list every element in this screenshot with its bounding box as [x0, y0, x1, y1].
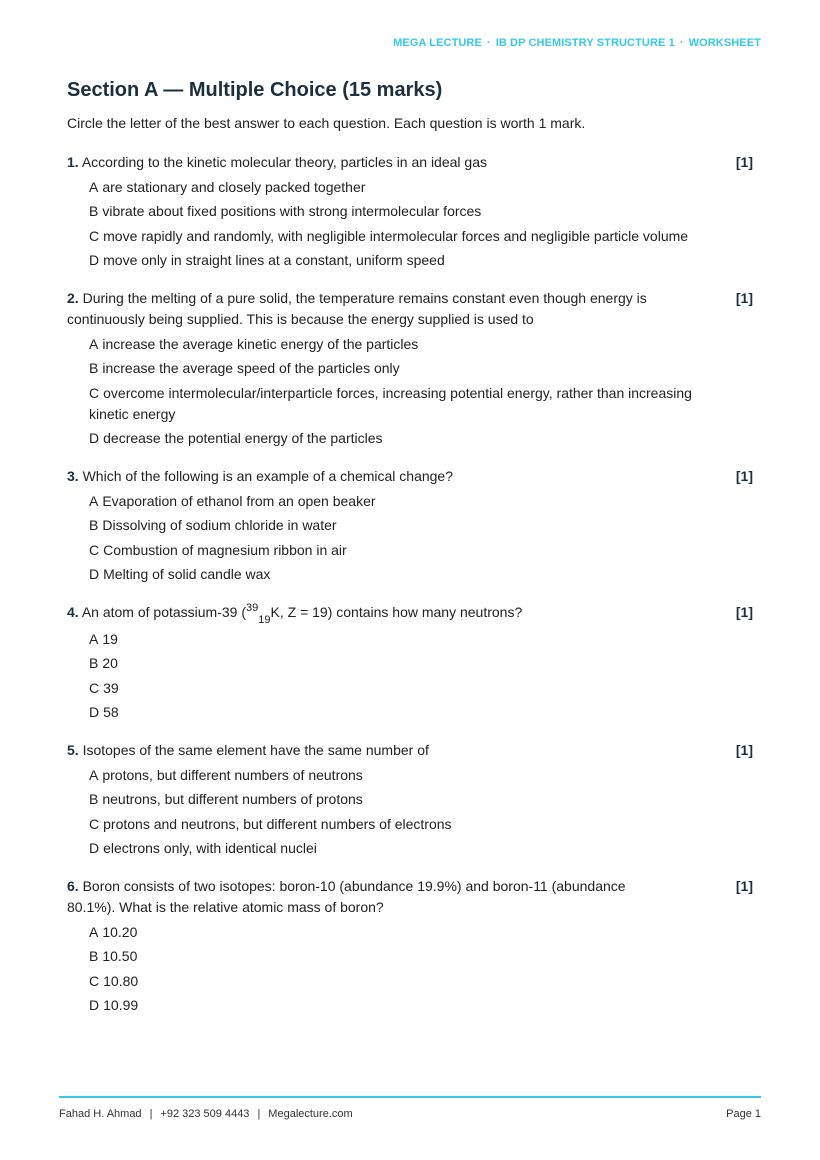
option-b[interactable]: [89, 789, 729, 810]
isotope-atomic-number: 19: [258, 614, 271, 626]
option-a[interactable]: [89, 177, 729, 198]
option-c[interactable]: [89, 540, 729, 561]
question-marks: [1]: [735, 154, 753, 170]
option-letter: A: [89, 630, 99, 647]
question-text: Which of the following is an example of a chemical change?: [82, 468, 454, 484]
option-letter: C: [89, 541, 100, 558]
option-d[interactable]: [89, 702, 729, 723]
question-stem: [67, 288, 677, 330]
question-text: Isotopes of the same element have the same number of: [82, 742, 429, 758]
option-text: 58: [103, 704, 119, 720]
option-letter: C: [89, 384, 100, 401]
option-text: electrons only, with identical nuclei: [103, 840, 317, 856]
option-letter: A: [89, 766, 99, 783]
question-list: [67, 152, 755, 1033]
question-number: 1.: [67, 154, 79, 170]
question-stem: [67, 740, 677, 761]
section-instructions: Circle the letter of the best answer to each question. Each question is worth 1 mark.: [67, 115, 586, 131]
question-stem: [67, 152, 677, 173]
question-marks: [1]: [735, 290, 753, 306]
question-marks: [1]: [735, 604, 753, 620]
option-a[interactable]: [89, 629, 729, 650]
option-text: move rapidly and randomly, with negligible intermolecular forces and negligible particle volume: [103, 227, 689, 244]
question-6: [67, 876, 755, 1016]
header-separator: ·: [679, 37, 684, 49]
option-text: overcome intermolecular/interparticle forces, increasing potential energy, rather than increasing kinetic energy: [89, 384, 692, 422]
header-doc-type: WORKSHEET: [688, 37, 761, 49]
option-text: protons and neutrons, but different numbers of electrons: [103, 815, 452, 832]
option-letter: B: [89, 948, 99, 964]
option-c[interactable]: [89, 383, 729, 425]
page-header: [393, 37, 761, 49]
option-text: 10.99: [103, 997, 139, 1013]
option-text: are stationary and closely packed together: [102, 178, 366, 195]
option-letter: D: [89, 704, 100, 720]
footer-separator: |: [149, 1108, 153, 1120]
question-stem: [67, 602, 677, 625]
option-d[interactable]: [89, 250, 729, 271]
option-letter: A: [89, 923, 99, 940]
option-a[interactable]: [89, 922, 729, 943]
option-letter: A: [89, 492, 99, 509]
footer-phone: +92 323 509 4443: [160, 1108, 250, 1120]
option-d[interactable]: [89, 995, 729, 1016]
option-text: increase the average kinetic energy of the particles: [102, 335, 419, 352]
question-number: 2.: [67, 290, 79, 306]
question-marks: [1]: [735, 742, 753, 758]
option-letter: B: [89, 360, 99, 376]
option-text: increase the average speed of the particles only: [102, 360, 400, 376]
option-d[interactable]: [89, 428, 729, 449]
option-letter: C: [89, 679, 100, 696]
option-letter: B: [89, 655, 99, 671]
option-text: decrease the potential energy of the particles: [103, 430, 383, 446]
option-letter: A: [89, 178, 99, 195]
option-letter: D: [89, 840, 100, 856]
question-text: Boron consists of two isotopes: boron-10 (abundance 19.9%) and boron-11 (abundance 80.1%). What is the relative atomic mass of boron?: [67, 878, 626, 915]
option-letter: C: [89, 972, 100, 989]
option-b[interactable]: [89, 653, 729, 674]
question-text: According to the kinetic molecular theory, particles in an ideal gas: [81, 154, 487, 170]
option-text: Combustion of magnesium ribbon in air: [103, 541, 347, 558]
header-separator: ·: [486, 37, 491, 49]
option-b[interactable]: [89, 515, 729, 536]
question-text-end: , Z = 19) contains how many neutrons?: [279, 604, 523, 620]
option-a[interactable]: [89, 765, 729, 786]
question-number: 3.: [67, 468, 79, 484]
option-letter: D: [89, 430, 100, 446]
option-d[interactable]: [89, 838, 729, 859]
question-4: [67, 602, 755, 723]
question-marks: [1]: [735, 468, 753, 484]
option-text: 10.20: [102, 923, 138, 940]
option-letter: D: [89, 997, 100, 1013]
question-marks: [1]: [735, 878, 753, 894]
header-brand: MEGA LECTURE: [393, 37, 482, 49]
section-title: Section A — Multiple Choice (15 marks): [67, 79, 443, 101]
option-text: Evaporation of ethanol from an open beaker: [102, 492, 376, 509]
option-text: 10.50: [102, 948, 138, 964]
question-number: 6.: [67, 878, 79, 894]
option-text: neutrons, but different numbers of protons: [102, 791, 363, 807]
question-1: [67, 152, 755, 271]
option-c[interactable]: [89, 678, 729, 699]
option-b[interactable]: [89, 201, 729, 222]
footer-separator: |: [257, 1108, 261, 1120]
question-text: During the melting of a pure solid, the temperature remains constant even though energy is continuously being supplied. This is because the energy supplied is used to: [67, 290, 647, 327]
option-b[interactable]: [89, 358, 729, 379]
question-5: [67, 740, 755, 859]
option-c[interactable]: [89, 971, 729, 992]
option-text: protons, but different numbers of neutrons: [102, 766, 363, 783]
page-footer: [59, 1108, 761, 1120]
option-letter: C: [89, 815, 100, 832]
footer-author: Fahad H. Ahmad: [59, 1108, 142, 1120]
option-b[interactable]: [89, 946, 729, 967]
option-c[interactable]: [89, 814, 729, 835]
option-a[interactable]: [89, 491, 729, 512]
question-number: 5.: [67, 742, 79, 758]
question-text-start: An atom of potassium-39 (: [81, 604, 246, 620]
question-stem: [67, 876, 677, 918]
isotope-symbol: K: [270, 604, 280, 620]
page-number: Page 1: [726, 1108, 761, 1120]
footer-divider: [59, 1096, 761, 1098]
option-letter: D: [89, 252, 100, 268]
option-letter: B: [89, 791, 99, 807]
option-text: Melting of solid candle wax: [103, 566, 271, 582]
header-course: IB DP CHEMISTRY STRUCTURE 1: [495, 37, 675, 49]
option-text: move only in straight lines at a constant, uniform speed: [103, 252, 445, 268]
option-letter: B: [89, 203, 99, 219]
option-text: 39: [103, 679, 119, 696]
option-text: 10.80: [103, 972, 139, 989]
question-2: [67, 288, 755, 449]
footer-website[interactable]: Megalecture.com: [268, 1108, 353, 1120]
option-letter: D: [89, 566, 100, 582]
option-text: 19: [102, 630, 118, 647]
question-3: [67, 466, 755, 585]
option-c[interactable]: [89, 226, 729, 247]
option-text: 20: [102, 655, 118, 671]
question-number: 4.: [67, 604, 79, 620]
question-stem: [67, 466, 677, 487]
option-text: vibrate about fixed positions with strong intermolecular forces: [102, 203, 482, 219]
option-letter: C: [89, 227, 100, 244]
option-a[interactable]: [89, 334, 729, 355]
isotope-mass-number: 39: [246, 602, 259, 614]
option-d[interactable]: [89, 564, 729, 585]
option-text: Dissolving of sodium chloride in water: [102, 517, 337, 533]
option-letter: B: [89, 517, 99, 533]
option-letter: A: [89, 335, 99, 352]
